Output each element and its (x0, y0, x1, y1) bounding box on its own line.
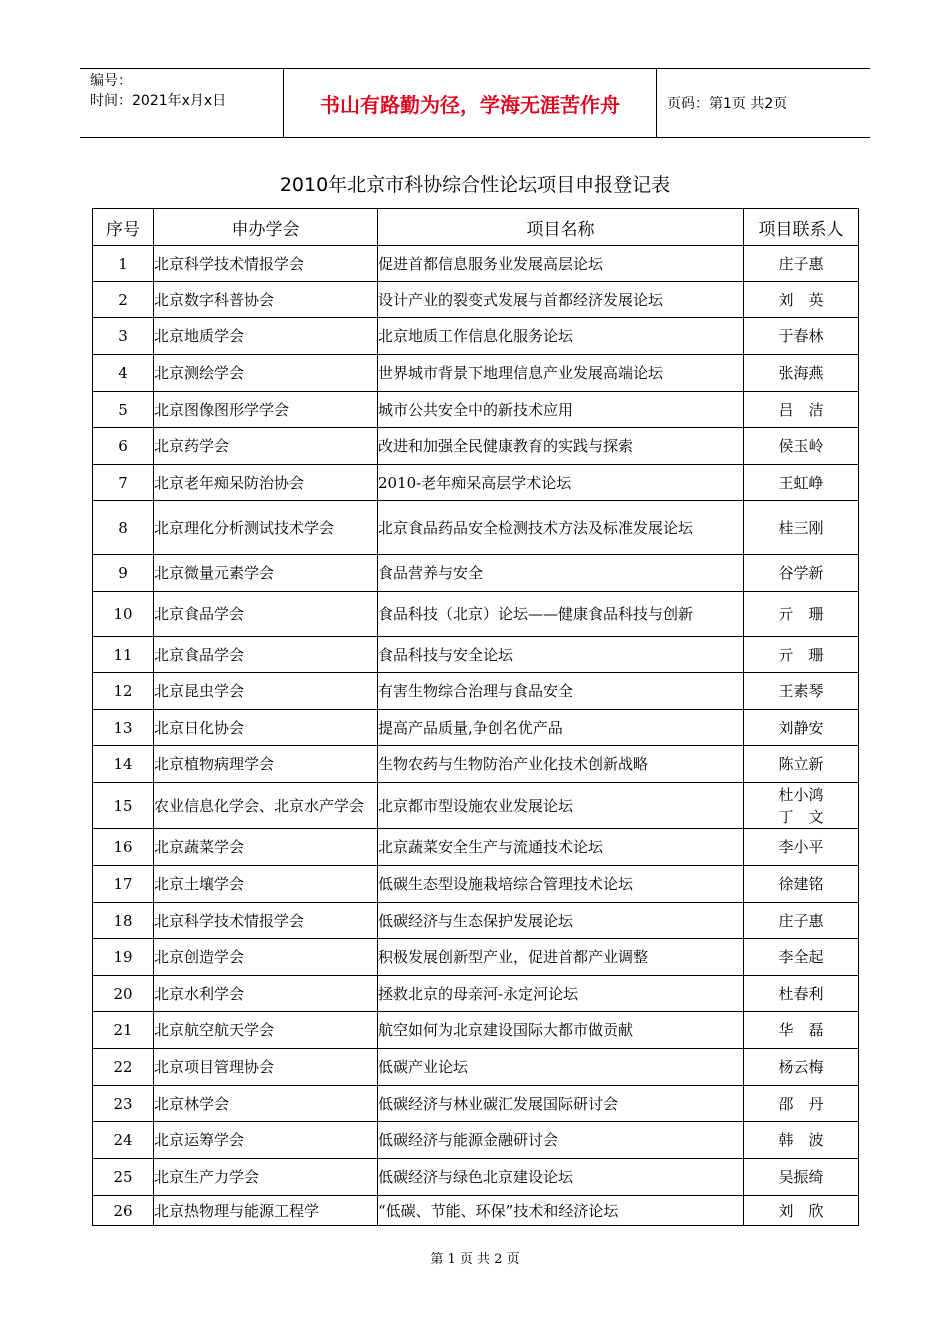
table-row (93, 783, 859, 829)
cell-no: 25 (93, 1159, 154, 1196)
cell-contact: 侯玉岭 (744, 428, 859, 465)
time-label: 时间：2021年x月x日 (90, 93, 227, 109)
cell-no: 8 (93, 501, 154, 555)
cell-org: 北京航空航天学会 (154, 1012, 378, 1049)
table-row (93, 1049, 859, 1086)
cell-org: 北京热物理与能源工程学 (154, 1196, 378, 1226)
cell-org: 北京科学技术情报学会 (154, 903, 378, 939)
table-row (93, 976, 859, 1012)
cell-contact: 吕 洁 (744, 392, 859, 428)
table-row (93, 939, 859, 976)
cell-org: 北京科学技术情报学会 (154, 246, 378, 282)
cell-org: 北京老年痴呆防治协会 (154, 465, 378, 501)
cell-contact: 亓 珊 (744, 592, 859, 637)
table-body (93, 246, 859, 1226)
cell-contact: 刘静安 (744, 710, 859, 746)
cell-contact: 庄子惠 (744, 903, 859, 939)
cell-org: 北京日化协会 (154, 710, 378, 746)
cell-no: 11 (93, 637, 154, 673)
header-contact: 项目联系人 (744, 209, 859, 246)
table-row (93, 428, 859, 465)
cell-org: 北京土壤学会 (154, 866, 378, 903)
table-row (93, 355, 859, 392)
cell-contact: 于春林 (744, 318, 859, 355)
cell-contact: 陈立新 (744, 746, 859, 783)
cell-project: 低碳经济与生态保护发展论坛 (378, 903, 744, 939)
cell-contact: 王素琴 (744, 673, 859, 710)
header-project: 项目名称 (378, 209, 744, 246)
cell-project: 城市公共安全中的新技术应用 (378, 392, 744, 428)
table-row (93, 1196, 859, 1226)
table-row (93, 1012, 859, 1049)
cell-org: 北京食品学会 (154, 637, 378, 673)
page-info-text: 页码：第1页 共2页 (667, 96, 788, 112)
cell-org: 北京创造学会 (154, 939, 378, 976)
cell-contact: 徐建铭 (744, 866, 859, 903)
cell-contact: 亓 珊 (744, 637, 859, 673)
motto-text: 书山有路勤为径，学海无涯苦作舟 (320, 92, 620, 117)
registration-table (92, 208, 859, 1226)
table-row (93, 501, 859, 555)
cell-contact: 王虹峥 (744, 465, 859, 501)
cell-contact: 杜春利 (744, 976, 859, 1012)
cell-project: 2010-老年痴呆高层学术论坛 (378, 465, 744, 501)
cell-project: 世界城市背景下地理信息产业发展高端论坛 (378, 355, 744, 392)
cell-org: 北京水利学会 (154, 976, 378, 1012)
cell-org: 北京林学会 (154, 1086, 378, 1122)
cell-project: 北京蔬菜安全生产与流通技术论坛 (378, 829, 744, 866)
cell-org: 北京蔬菜学会 (154, 829, 378, 866)
cell-contact: 韩 波 (744, 1122, 859, 1159)
cell-project: 积极发展创新型产业，促进首都产业调整 (378, 939, 744, 976)
table-header-row (93, 209, 859, 246)
cell-project: 提高产品质量,争创名优产品 (378, 710, 744, 746)
cell-no: 14 (93, 746, 154, 783)
cell-no: 6 (93, 428, 154, 465)
cell-org: 北京微量元素学会 (154, 555, 378, 592)
cell-contact: 谷学新 (744, 555, 859, 592)
number-label: 编号： (90, 73, 132, 89)
cell-project: 北京食品药品安全检测技术方法及标准发展论坛 (378, 501, 744, 555)
cell-no: 22 (93, 1049, 154, 1086)
cell-no: 21 (93, 1012, 154, 1049)
table-row (93, 710, 859, 746)
cell-contact: 桂三刚 (744, 501, 859, 555)
cell-no: 24 (93, 1122, 154, 1159)
table-row (93, 282, 859, 318)
cell-org: 北京药学会 (154, 428, 378, 465)
header-no: 序号 (93, 209, 154, 246)
cell-org: 北京项目管理协会 (154, 1049, 378, 1086)
header-motto (283, 69, 657, 137)
cell-no: 9 (93, 555, 154, 592)
cell-project: 食品科技（北京）论坛——健康食品科技与创新 (378, 592, 744, 637)
table-row (93, 1159, 859, 1196)
table-row (93, 866, 859, 903)
cell-contact: 杜小鸿 丁 文 (744, 783, 859, 829)
cell-org: 农业信息化学会、北京水产学会 (154, 783, 378, 829)
cell-project: 低碳生态型设施栽培综合管理技术论坛 (378, 866, 744, 903)
cell-project: 低碳经济与能源金融研讨会 (378, 1122, 744, 1159)
cell-org: 北京地质学会 (154, 318, 378, 355)
cell-org: 北京昆虫学会 (154, 673, 378, 710)
cell-project: 促进首都信息服务业发展高层论坛 (378, 246, 744, 282)
cell-no: 26 (93, 1196, 154, 1226)
cell-org: 北京生产力学会 (154, 1159, 378, 1196)
cell-no: 23 (93, 1086, 154, 1122)
cell-project: “低碳、节能、环保”技术和经济论坛 (378, 1196, 744, 1226)
cell-no: 7 (93, 465, 154, 501)
cell-project: 北京地质工作信息化服务论坛 (378, 318, 744, 355)
cell-contact: 刘 欣 (744, 1196, 859, 1226)
table-row (93, 746, 859, 783)
cell-org: 北京图像图形学学会 (154, 392, 378, 428)
cell-no: 18 (93, 903, 154, 939)
cell-no: 16 (93, 829, 154, 866)
cell-no: 4 (93, 355, 154, 392)
cell-project: 低碳产业论坛 (378, 1049, 744, 1086)
cell-project: 低碳经济与绿色北京建设论坛 (378, 1159, 744, 1196)
cell-no: 5 (93, 392, 154, 428)
cell-project: 生物农药与生物防治产业化技术创新战略 (378, 746, 744, 783)
table-row (93, 246, 859, 282)
cell-no: 15 (93, 783, 154, 829)
page-footer: 第 1 页 共 2 页 (430, 1252, 520, 1267)
header-org: 申办学会 (154, 209, 378, 246)
cell-org: 北京运筹学会 (154, 1122, 378, 1159)
cell-contact: 刘 英 (744, 282, 859, 318)
header-meta (80, 69, 283, 137)
cell-project: 航空如何为北京建设国际大都市做贡献 (378, 1012, 744, 1049)
table-row (93, 1122, 859, 1159)
cell-project: 有害生物综合治理与食品安全 (378, 673, 744, 710)
table-row (93, 903, 859, 939)
cell-project: 低碳经济与林业碳汇发展国际研讨会 (378, 1086, 744, 1122)
cell-no: 10 (93, 592, 154, 637)
cell-no: 17 (93, 866, 154, 903)
cell-no: 20 (93, 976, 154, 1012)
cell-contact: 吴振绮 (744, 1159, 859, 1196)
cell-project: 改进和加强全民健康教育的实践与探索 (378, 428, 744, 465)
cell-contact: 杨云梅 (744, 1049, 859, 1086)
table-row (93, 555, 859, 592)
cell-org: 北京数字科普协会 (154, 282, 378, 318)
cell-no: 19 (93, 939, 154, 976)
cell-org: 北京测绘学会 (154, 355, 378, 392)
cell-no: 3 (93, 318, 154, 355)
cell-org: 北京理化分析测试技术学会 (154, 501, 378, 555)
cell-contact: 李全起 (744, 939, 859, 976)
table-row (93, 637, 859, 673)
cell-project: 食品营养与安全 (378, 555, 744, 592)
cell-project: 北京都市型设施农业发展论坛 (378, 783, 744, 829)
table-row (93, 465, 859, 501)
table-row (93, 392, 859, 428)
table-row (93, 829, 859, 866)
page-header (80, 68, 870, 138)
cell-org: 北京植物病理学会 (154, 746, 378, 783)
cell-no: 12 (93, 673, 154, 710)
cell-contact: 李小平 (744, 829, 859, 866)
table-row (93, 673, 859, 710)
cell-project: 拯救北京的母亲河-永定河论坛 (378, 976, 744, 1012)
cell-project: 设计产业的裂变式发展与首都经济发展论坛 (378, 282, 744, 318)
cell-org: 北京食品学会 (154, 592, 378, 637)
table-row (93, 318, 859, 355)
cell-project: 食品科技与安全论坛 (378, 637, 744, 673)
cell-contact: 庄子惠 (744, 246, 859, 282)
cell-contact: 华 磊 (744, 1012, 859, 1049)
cell-contact: 张海燕 (744, 355, 859, 392)
cell-no: 1 (93, 246, 154, 282)
header-page-info (657, 69, 870, 137)
cell-no: 2 (93, 282, 154, 318)
document-title: 2010年北京市科协综合性论坛项目申报登记表 (279, 174, 671, 196)
cell-contact: 邵 丹 (744, 1086, 859, 1122)
table-row (93, 592, 859, 637)
table-row (93, 1086, 859, 1122)
cell-no: 13 (93, 710, 154, 746)
